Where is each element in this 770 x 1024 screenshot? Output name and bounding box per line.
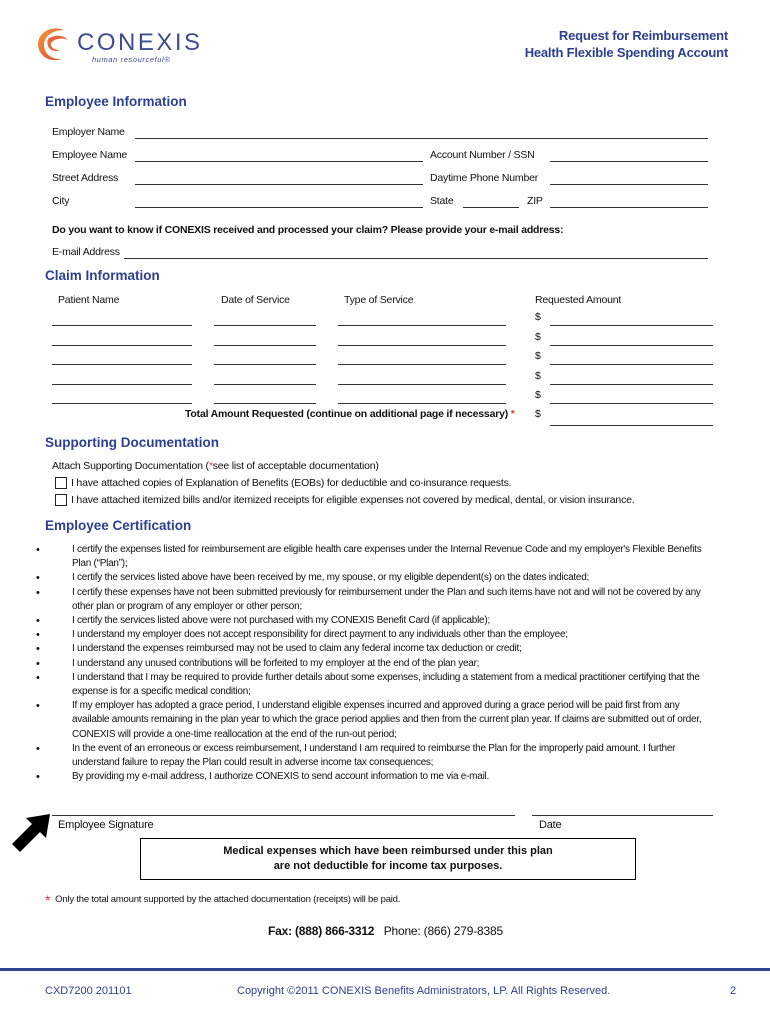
requested-amount-field[interactable] — [550, 345, 713, 346]
city-label: City — [52, 195, 70, 207]
conexis-logo-mark-icon — [34, 24, 76, 64]
zip-label: ZIP — [527, 195, 543, 207]
currency-symbol: $ — [535, 331, 541, 343]
tax-notice-line1: Medical expenses which have been reimbursed under this plan — [223, 845, 553, 857]
form-subtitle: Health Flexible Spending Account — [524, 45, 728, 60]
street-address-label: Street Address — [52, 172, 119, 184]
logo-wordmark: CONEXIS — [77, 29, 203, 56]
column-header-type-of-service: Type of Service — [344, 294, 414, 306]
certification-item: • I certify these expenses have not been submitted previously for reimbursement under the Plan and such items have not and will not be covered by any other plan or program of any employer or other person; — [36, 586, 712, 614]
city-field[interactable] — [135, 207, 423, 208]
form-code: CXD7200 201101 — [45, 985, 132, 997]
employer-name-field[interactable] — [135, 138, 708, 139]
currency-symbol: $ — [535, 370, 541, 382]
certification-item: • I understand that I may be required to provide further details about some expenses, including a statement from a medical practitioner certifying that the expense is for a specific medical condition; — [36, 671, 712, 699]
daytime-phone-field[interactable] — [550, 184, 708, 185]
type-of-service-field[interactable] — [338, 345, 506, 346]
certification-item: • I understand my employer does not accept responsibility for direct payment to any individuals other than the employee; — [36, 628, 712, 642]
arrow-pointer-icon — [10, 812, 52, 854]
certification-item: • I understand the expenses reimbursed may not be used to claim any federal income tax deduction or credit; — [36, 642, 712, 656]
account-number-label: Account Number / SSN — [430, 149, 535, 161]
tax-notice-box — [140, 838, 636, 880]
certification-list — [36, 543, 712, 784]
zip-field[interactable] — [550, 207, 708, 208]
email-label: E-mail Address — [52, 246, 120, 258]
section-title-supporting-documentation: Supporting Documentation — [45, 435, 219, 450]
copyright: Copyright ©2011 CONEXIS Benefits Administrators, LP. All Rights Reserved. — [237, 985, 611, 997]
total-amount-label: Total Amount Requested (continue on additional page if necessary) * — [185, 408, 515, 420]
itemized-receipts-checkbox-label: I have attached itemized bills and/or itemized receipts for eligible expenses not covered by medical, dental, or vision insurance. — [71, 494, 635, 506]
itemized-receipts-checkbox[interactable] — [55, 494, 67, 506]
type-of-service-field[interactable] — [338, 384, 506, 385]
patient-name-field[interactable] — [52, 403, 192, 404]
email-question: Do you want to know if CONEXIS received and processed your claim? Please provide your e-mail address: — [52, 224, 564, 236]
requested-amount-field[interactable] — [550, 384, 713, 385]
certification-item: • In the event of an erroneous or excess reimbursement, I understand I am required to reimburse the Plan for the improperly paid amount. I further understand failure to repay the Plan could result in adverse income tax consequences; — [36, 742, 712, 770]
employer-name-label: Employer Name — [52, 126, 125, 138]
type-of-service-field[interactable] — [338, 403, 506, 404]
column-header-requested-amount: Requested Amount — [535, 294, 622, 306]
column-header-date-of-service: Date of Service — [221, 294, 290, 306]
total-asterisk: * — [510, 408, 515, 420]
eob-checkbox-label: I have attached copies of Explanation of Benefits (EOBs) for deductible and co-insurance requests. — [71, 477, 512, 489]
section-title-claim-information: Claim Information — [45, 268, 160, 283]
signature-date-label: Date — [539, 819, 562, 831]
section-title-employee-information: Employee Information — [45, 94, 187, 109]
certification-item: • I certify the expenses listed for reimbursement are eligible health care expenses under the Internal Revenue Code and my employer's Flexible Benefits Plan (“Plan”); — [36, 543, 712, 571]
employee-name-field[interactable] — [135, 161, 423, 162]
date-of-service-field[interactable] — [214, 403, 316, 404]
certification-item: • By providing my e-mail address, I authorize CONEXIS to send account information to me via e-mail. — [36, 770, 712, 784]
eob-checkbox[interactable] — [55, 477, 67, 489]
fax-number: Fax: (888) 866-3312 — [268, 924, 375, 938]
date-of-service-field[interactable] — [214, 325, 316, 326]
currency-symbol: $ — [535, 389, 541, 401]
employee-name-label: Employee Name — [52, 149, 128, 161]
date-of-service-field[interactable] — [214, 364, 316, 365]
employee-signature-label: Employee Signature — [58, 819, 154, 831]
daytime-phone-label: Daytime Phone Number — [430, 172, 539, 184]
section-title-employee-certification: Employee Certification — [45, 518, 192, 533]
page-number: 2 — [730, 985, 737, 997]
logo-tagline: human resourceful® — [92, 55, 171, 64]
state-label: State — [430, 195, 454, 207]
type-of-service-field[interactable] — [338, 364, 506, 365]
column-header-patient-name: Patient Name — [58, 294, 120, 306]
requested-amount-field[interactable] — [550, 364, 713, 365]
total-amount-field[interactable] — [550, 425, 713, 426]
certification-item: • If my employer has adopted a grace period, I understand eligible expenses incurred and approved during a grace period will be paid first from any available amounts remaining in the plan year to which the grace period applies and then from the current plan year. If claims are submitted out of order, CONEXIS will provide a one-time reallocation at the end of the run-out period; — [36, 699, 712, 742]
patient-name-field[interactable] — [52, 384, 192, 385]
street-address-field[interactable] — [135, 184, 423, 185]
signature-date-field[interactable] — [532, 815, 713, 816]
currency-symbol: $ — [535, 311, 541, 323]
certification-item: • I certify the services listed above were not purchased with my CONEXIS Benefit Card (if applicable); — [36, 614, 712, 628]
requested-amount-field[interactable] — [550, 325, 713, 326]
requested-amount-field[interactable] — [550, 403, 713, 404]
email-field[interactable] — [124, 258, 708, 259]
currency-symbol: $ — [535, 350, 541, 362]
date-of-service-field[interactable] — [214, 345, 316, 346]
date-of-service-field[interactable] — [214, 384, 316, 385]
footnote: * Only the total amount supported by the attached documentation (receipts) will be paid. — [45, 892, 401, 908]
type-of-service-field[interactable] — [338, 325, 506, 326]
tax-notice-line2: are not deductible for income tax purposes. — [273, 860, 503, 872]
patient-name-field[interactable] — [52, 325, 192, 326]
contact-line — [268, 924, 503, 938]
account-number-field[interactable] — [550, 161, 708, 162]
patient-name-field[interactable] — [52, 345, 192, 346]
form-title: Request for Reimbursement — [558, 28, 728, 43]
supporting-docs-intro: Attach Supporting Documentation (*see list of acceptable documentation) — [52, 460, 379, 472]
certification-item: • I certify the services listed above have been received by me, my spouse, or my eligible dependent(s) on the dates indicated; — [36, 571, 712, 585]
footer-rule — [0, 968, 770, 971]
footnote-asterisk: * — [45, 892, 51, 908]
patient-name-field[interactable] — [52, 364, 192, 365]
phone-number: Phone: (866) 279-8385 — [383, 924, 503, 938]
employee-signature-field[interactable] — [52, 815, 515, 816]
total-currency-symbol: $ — [535, 408, 541, 420]
state-field[interactable] — [463, 207, 519, 208]
certification-item: • I understand any unused contributions will be forfeited to my employer at the end of the plan year; — [36, 657, 712, 671]
